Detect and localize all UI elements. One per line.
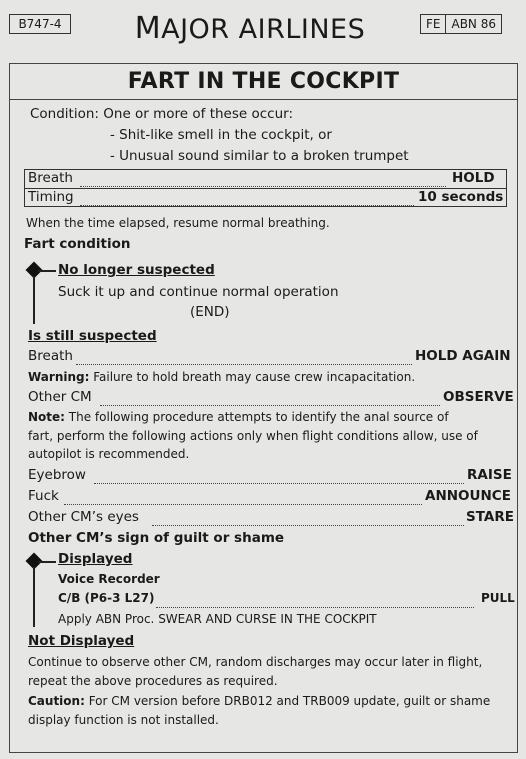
breath-action: HOLD (452, 170, 495, 186)
airline-title (120, 11, 380, 46)
timing-label: Timing (28, 189, 74, 205)
caution-label: Caution: (28, 694, 85, 708)
breath-again-action: HOLD AGAIN (415, 348, 511, 364)
other-cm-leader-dots (100, 389, 440, 406)
eyebrow-leader-dots (94, 467, 464, 484)
note-line-2: fart, perform the following actions only when flight conditions allow, use of (28, 429, 478, 443)
caution-text-1: For CM version before DRB012 and TRB009 update, guilt or shame (84, 694, 491, 708)
no-longer-suspected-heading: No longer suspected (58, 262, 215, 278)
note-text-1: The following procedure attempts to identify the anal source of (64, 410, 449, 424)
displayed-heading: Displayed (58, 551, 133, 567)
airline-title-rest: AJOR AIRLINES (161, 14, 366, 45)
other-cm-action: OBSERVE (443, 389, 514, 405)
not-displayed-heading: Not Displayed (28, 633, 135, 649)
circuit-breaker-leader-dots (156, 591, 474, 608)
fuck-action: ANNOUNCE (425, 488, 511, 504)
timing-leader-dots (80, 189, 414, 206)
condition-item-smell: - Shit-like smell in the cockpit, or (110, 127, 332, 143)
other-cm-eyes-leader-dots (152, 509, 464, 526)
branch-line (33, 567, 35, 627)
suck-it-up-instruction: Suck it up and continue normal operation (58, 284, 339, 300)
document-code-box (9, 14, 71, 34)
eyebrow-action: RAISE (467, 467, 512, 483)
warning-label: Warning: (28, 370, 90, 384)
breath-label: Breath (28, 170, 73, 186)
branch-connector (38, 561, 56, 563)
warning-line (28, 370, 415, 384)
checklist-title: FART IN THE COCKPIT (9, 63, 518, 100)
note-line-1 (28, 410, 449, 424)
fuck-leader-dots (64, 488, 422, 505)
breath-again-label: Breath (28, 348, 73, 364)
guilt-sign-heading: Other CM’s sign of guilt or shame (28, 530, 285, 546)
continue-line-1: Continue to observe other CM, random discharges may occur later in flight, (28, 655, 483, 669)
note-label: Note: (28, 410, 65, 424)
continue-line-2: repeat the above procedures as required. (28, 674, 278, 688)
caution-line-2: display function is not installed. (28, 713, 219, 727)
end-marker: (END) (190, 304, 230, 320)
breath-leader-dots (80, 170, 446, 187)
fart-condition-heading: Fart condition (24, 236, 131, 252)
condition-intro: Condition: One or more of these occur: (30, 106, 294, 122)
document-code: B747-4 (18, 17, 62, 31)
fuck-label: Fuck (28, 488, 59, 504)
checklist-card (9, 63, 518, 753)
apply-abn-instruction: Apply ABN Proc. SWEAR AND CURSE IN THE COCKPIT (58, 612, 377, 626)
branch-connector (38, 270, 56, 272)
condition-item-sound: - Unusual sound similar to a broken trumpet (110, 148, 409, 164)
other-cm-eyes-action: STARE (466, 509, 514, 525)
airline-title-initial: M (134, 11, 162, 46)
other-cm-eyes-label: Other CM’s eyes (28, 509, 139, 525)
note-line-3: autopilot is recommended. (28, 447, 190, 461)
other-cm-label: Other CM (28, 389, 92, 405)
timing-action: 10 seconds (418, 189, 504, 205)
abn-box: ABN 86 (446, 14, 502, 34)
breath-again-leader-dots (76, 348, 412, 365)
resume-breathing-note: When the time elapsed, resume normal breathing. (26, 216, 330, 230)
warning-text: Failure to hold breath may cause crew incapacitation. (89, 370, 416, 384)
caution-line-1 (28, 694, 490, 708)
still-suspected-heading: Is still suspected (28, 328, 157, 344)
voice-recorder-label: Voice Recorder (58, 572, 160, 586)
reference-box-group (420, 14, 502, 34)
fe-box: FE (420, 14, 446, 34)
circuit-breaker-label: C/B (P6-3 L27) (58, 591, 155, 605)
eyebrow-label: Eyebrow (28, 467, 86, 483)
circuit-breaker-action: PULL (481, 591, 515, 605)
branch-line (33, 276, 35, 324)
